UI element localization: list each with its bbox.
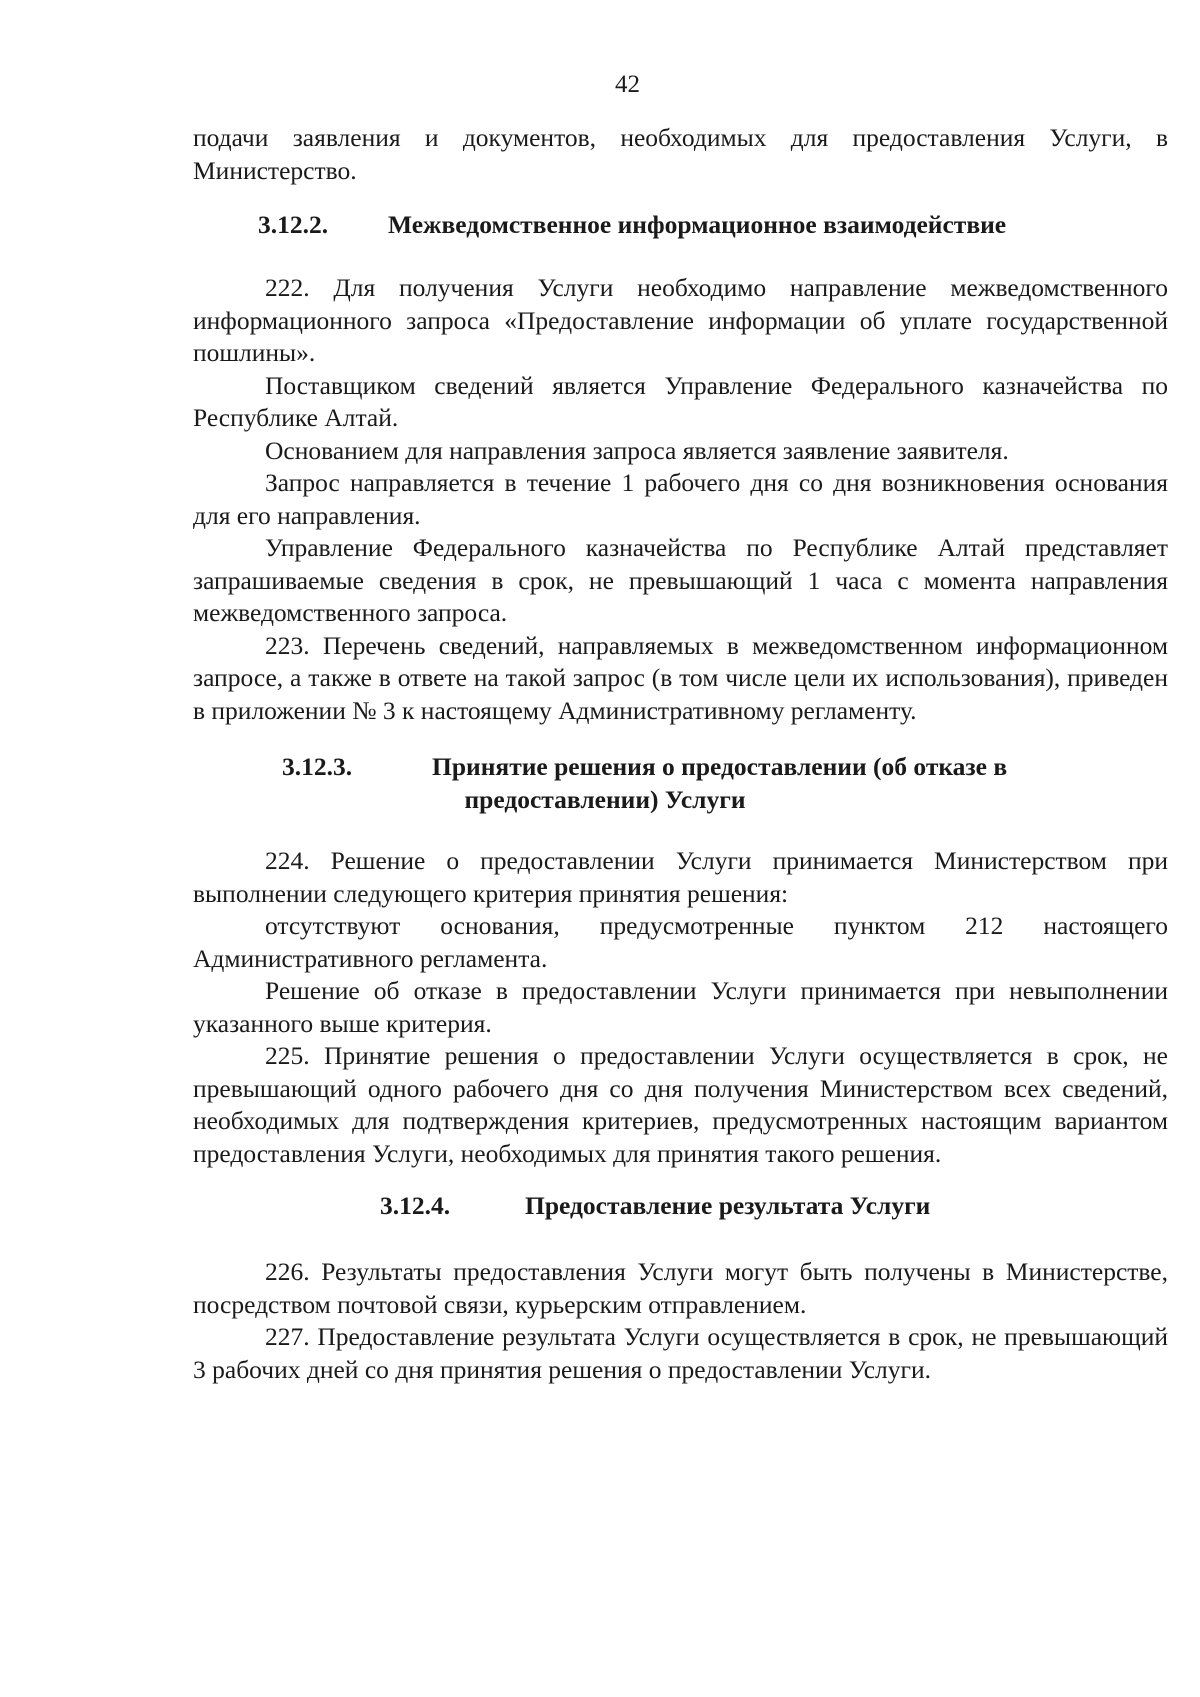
- section-title-line2: предоставлении) Услуги: [464, 785, 746, 814]
- paragraph-226: 226. Результаты предоставления Услуги могут быть получены в Министерстве, посредством почтовой связи, курьерским отправлением.: [193, 1257, 1168, 1319]
- paragraph-treasury-response: Управление Федерального казначейства по Республике Алтай представляет запрашиваемые сведения в срок, не превышающий 1 часа с момента направления межведомственного запроса.: [193, 533, 1168, 627]
- section-number: 3.12.3.: [282, 752, 353, 781]
- section-heading-3-12-2: [258, 209, 1006, 242]
- section-number: 3.12.4.: [380, 1191, 451, 1220]
- section-title: Предоставление результата Услуги: [525, 1191, 931, 1220]
- section-body-3-12-2: [193, 272, 1168, 727]
- section-title-line1: Принятие решения о предоставлении (об отказе в: [432, 752, 1008, 781]
- continuation-paragraph: подачи заявления и документов, необходимых для предоставления Услуги, в Министерство.: [193, 123, 1168, 185]
- section-heading-3-12-4: [380, 1190, 930, 1223]
- section-body-3-12-3: [193, 845, 1168, 1170]
- section-heading-3-12-3: [282, 751, 1007, 784]
- page-number: 42: [615, 71, 640, 98]
- paragraph-basis: Основанием для направления запроса является заявление заявителя.: [265, 435, 1009, 465]
- section-body-3-12-4: [193, 1256, 1168, 1386]
- paragraph-225: 225. Принятие решения о предоставлении Услуги осуществляется в срок, не превышающий одного рабочего дня со дня получения Министерством всех сведений, необходимых для подтверждения критериев, предусмотренных настоящим вариантом предоставления Услуги, необходимых для принятия такого решения.: [193, 1041, 1168, 1168]
- section-number: 3.12.2.: [258, 210, 329, 239]
- section-title: Межведомственное информационное взаимодействие: [388, 210, 1007, 239]
- paragraph-227: 227. Предоставление результата Услуги осуществляется в срок, не превышающий 3 рабочих дней со дня принятия решения о предоставлении Услуги.: [193, 1322, 1168, 1384]
- paragraph-request-term: Запрос направляется в течение 1 рабочего дня со дня возникновения основания для его направления.: [193, 468, 1168, 530]
- paragraph-supplier: Поставщиком сведений является Управление Федерального казначейства по Республике Алтай.: [193, 370, 1168, 432]
- paragraph-223: 223. Перечень сведений, направляемых в межведомственном информационном запросе, а также в ответе на такой запрос (в том числе цели их использования), приведен в приложении № 3 к настоящему Административному регламенту.: [193, 630, 1168, 725]
- paragraph-refusal: Решение об отказе в предоставлении Услуги принимается при невыполнении указанного выше критерия.: [193, 976, 1168, 1038]
- paragraph-grounds: отсутствуют основания, предусмотренные пунктом 212 настоящего Административного регламента.: [193, 911, 1168, 973]
- paragraph-224: 224. Решение о предоставлении Услуги принимается Министерством при выполнении следующего критерия принятия решения:: [193, 846, 1168, 908]
- continuation-block: [193, 122, 1168, 187]
- paragraph-222: 222. Для получения Услуги необходимо направление межведомственного информационного запроса «Предоставление информации об уплате государственной пошлины».: [193, 273, 1168, 367]
